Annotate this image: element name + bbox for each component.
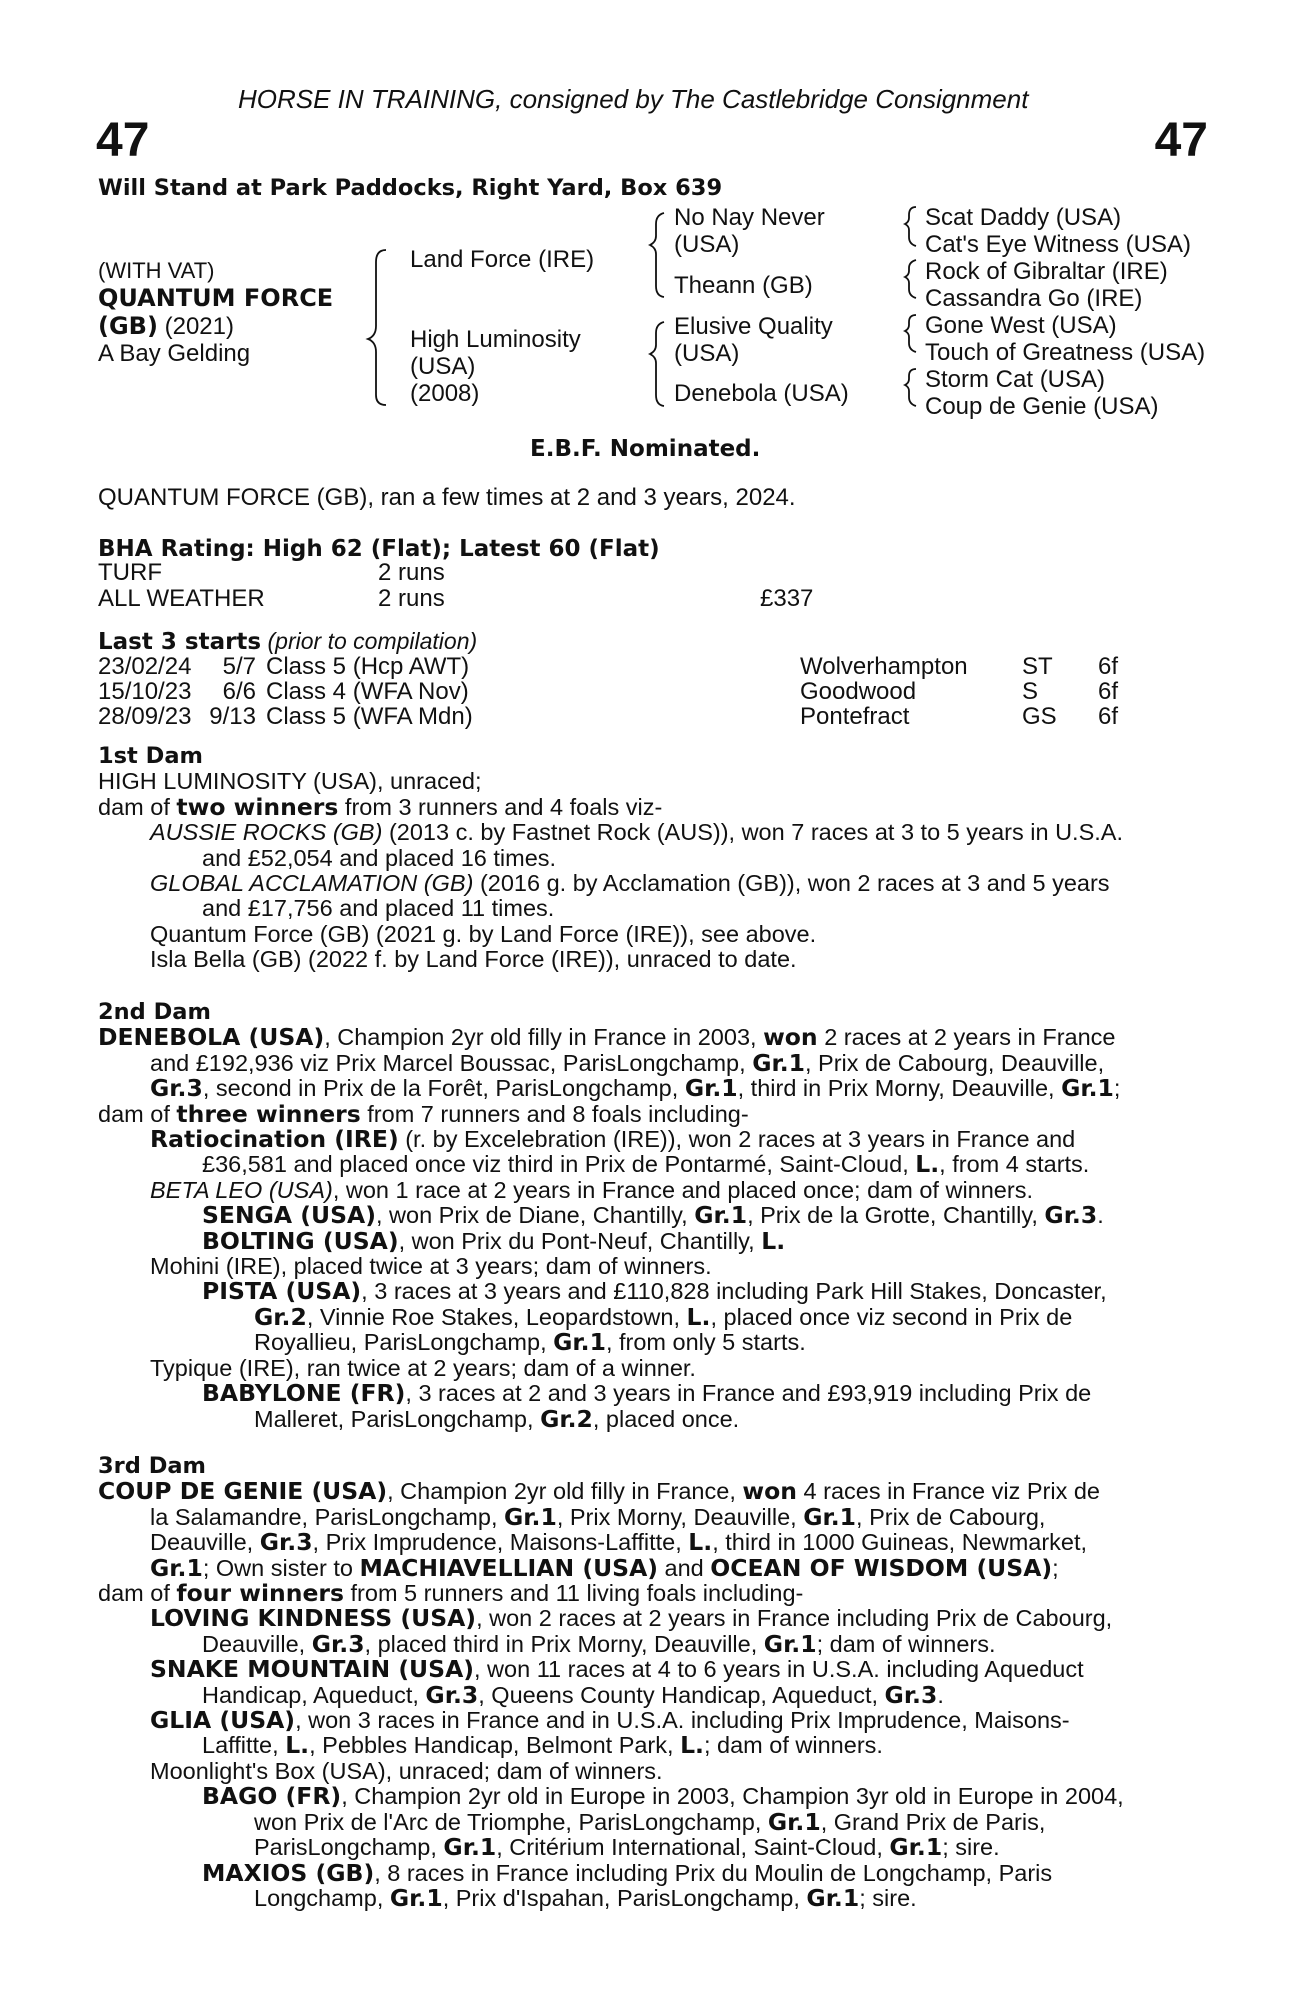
produce-entry-cont: Longchamp, Gr.1, Prix d'Ispahan, ParisLongchamp, Gr.1; sire. — [254, 1883, 917, 1912]
produce-entry: Quantum Force (GB) (2021 g. by Land Force (IRE)), see above. — [150, 920, 817, 947]
pedigree-ggp-5: Gone West (USA) — [925, 312, 1117, 339]
race-summary: QUANTUM FORCE (GB), ran a few times at 2 and 3 years, 2024. — [98, 484, 796, 511]
pedigree-gd2: Denebola (USA) — [674, 380, 849, 407]
pedigree-ggp-6: Touch of Greatness (USA) — [925, 339, 1206, 366]
produce-entry: GLOBAL ACCLAMATION (GB) (2016 g. by Acclamation (GB)), won 2 races at 3 and 5 years — [150, 870, 1110, 897]
pedigree-ggp-4: Cassandra Go (IRE) — [925, 285, 1143, 312]
rating-row-all-weather: ALL WEATHER 2 runs £337 — [98, 585, 814, 612]
rating-row-turf: TURF 2 runs — [98, 559, 445, 586]
produce-entry-cont: Gr.2, Vinnie Roe Stakes, Leopardstown, L., placed once viz second in Prix de — [254, 1302, 1073, 1331]
third-dam-line: la Salamandre, ParisLongchamp, Gr.1, Prix Morny, Deauville, Gr.1, Prix de Cabourg, — [150, 1502, 1046, 1531]
produce-entry: Mohini (IRE), placed twice at 3 years; dam of winners. — [150, 1253, 712, 1280]
produce-entry: AUSSIE ROCKS (GB) (2013 c. by Fastnet Rock (AUS)), won 7 races at 3 to 5 years in U.S.A. — [150, 819, 1123, 846]
produce-entry: GLIA (USA), won 3 races in France and in U.S.A. including Prix Imprudence, Maisons- — [150, 1706, 1070, 1735]
second-dam-section — [98, 1000, 1204, 1432]
pedigree-dam-line3: (2008) — [410, 380, 480, 407]
produce-entry-cont: and £52,054 and placed 16 times. — [202, 844, 557, 871]
produce-entry: BAGO (FR), Champion 2yr old in Europe in 2003, Champion 3yr old in Europe in 2004, — [202, 1782, 1124, 1811]
pedigree-gs1-line1: No Nay Never — [674, 204, 825, 231]
first-dam-produce-summary: dam of two winners from 3 runners and 4 foals viz- — [98, 792, 663, 821]
ebf-nominated: E.B.F. Nominated. — [530, 436, 761, 462]
third-dam-section — [98, 1454, 1204, 1911]
produce-entry: BOLTING (USA), won Prix du Pont-Neuf, Chantilly, L. — [202, 1226, 786, 1255]
pedigree-gs2-line2: (USA) — [674, 340, 740, 367]
lot-number-right: 47 — [1154, 114, 1208, 167]
pedigree-dam-line2: (USA) — [410, 353, 476, 380]
horse-description: A Bay Gelding — [98, 340, 251, 367]
pedigree-gs2-line1: Elusive Quality — [674, 313, 833, 340]
pedigree-ggp-3: Rock of Gibraltar (IRE) — [925, 258, 1168, 285]
first-dam-section — [98, 744, 1204, 973]
second-dam-line: and £192,936 viz Prix Marcel Boussac, ParisLongchamp, Gr.1, Prix de Cabourg, Deauville, — [150, 1048, 1105, 1077]
last-starts-table — [98, 654, 1118, 729]
stabling-info: Will Stand at Park Paddocks, Right Yard, Box 639 — [98, 175, 723, 201]
table-row: 23/02/24 5/7 Class 5 (Hcp AWT) Wolverhampton ST 6f — [98, 653, 1119, 680]
produce-entry: Moonlight's Box (USA), unraced; dam of winners. — [150, 1757, 663, 1784]
pedigree-ggp-7: Storm Cat (USA) — [925, 366, 1106, 393]
horse-country-year: (GB) (2021) — [98, 312, 234, 340]
produce-entry: LOVING KINDNESS (USA), won 2 races at 2 years in France including Prix de Cabourg, — [150, 1604, 1113, 1633]
produce-entry-cont: and £17,756 and placed 11 times. — [202, 895, 555, 922]
pedigree-ggp-2: Cat's Eye Witness (USA) — [925, 231, 1191, 258]
produce-entry-cont: Malleret, ParisLongchamp, Gr.2, placed once. — [254, 1404, 740, 1433]
produce-entry: Typique (IRE), ran twice at 2 years; dam of a winner. — [150, 1354, 696, 1381]
second-dam-line: Gr.3, second in Prix de la Forêt, ParisLongchamp, Gr.1, third in Prix Morny, Deauville, Gr.1; — [150, 1074, 1121, 1103]
produce-entry-cont: ParisLongchamp, Gr.1, Critérium International, Saint-Cloud, Gr.1; sire. — [254, 1833, 1000, 1862]
produce-entry-cont: Royallieu, ParisLongchamp, Gr.1, from only 5 starts. — [254, 1328, 806, 1357]
produce-entry-cont: won Prix de l'Arc de Triomphe, ParisLongchamp, Gr.1, Grand Prix de Paris, — [254, 1807, 1046, 1836]
page-subtitle: HORSE IN TRAINING, consigned by The Castlebridge Consignment — [238, 84, 1029, 114]
bha-rating: BHA Rating: High 62 (Flat); Latest 60 (Flat) — [98, 536, 660, 562]
produce-entry-cont: £36,581 and placed once viz third in Prix de Pontarmé, Saint-Cloud, L., from 4 starts. — [202, 1150, 1090, 1179]
table-row: 15/10/23 6/6 Class 4 (WFA Nov) Goodwood S 6f — [98, 678, 1119, 705]
lot-number-left: 47 — [96, 114, 150, 167]
produce-entry: BETA LEO (USA), won 1 race at 2 years in France and placed once; dam of winners. — [150, 1176, 1033, 1203]
pedigree-sire: Land Force (IRE) — [410, 246, 595, 273]
third-dam-line: Gr.1; Own sister to MACHIAVELLIAN (USA) and OCEAN OF WISDOM (USA); — [150, 1553, 1059, 1582]
produce-entry: SENGA (USA), won Prix de Diane, Chantilly, Gr.1, Prix de la Grotte, Chantilly, Gr.3. — [202, 1201, 1104, 1230]
produce-entry-cont: Handicap, Aqueduct, Gr.3, Queens County Handicap, Aqueduct, Gr.3. — [202, 1680, 944, 1709]
pedigree-gd1: Theann (GB) — [674, 272, 813, 299]
second-dam-line: DENEBOLA (USA), Champion 2yr old filly in France in 2003, won 2 races at 2 years in France — [98, 1023, 1116, 1052]
third-dam-heading: 3rd Dam — [98, 1453, 206, 1479]
horse-name: QUANTUM FORCE — [98, 284, 334, 312]
first-dam-heading: 1st Dam — [98, 743, 203, 769]
pedigree-ggp-8: Coup de Genie (USA) — [925, 393, 1159, 420]
produce-entry-cont: Laffitte, L., Pebbles Handicap, Belmont Park, L.; dam of winners. — [202, 1731, 883, 1760]
produce-entry: Ratiocination (IRE) (r. by Excelebration (IRE)), won 2 races at 3 years in France and — [150, 1125, 1076, 1154]
produce-entry: MAXIOS (GB), 8 races in France including Prix du Moulin de Longchamp, Paris — [202, 1858, 1053, 1887]
produce-entry: BABYLONE (FR), 3 races at 2 and 3 years in France and £93,919 including Prix de — [202, 1379, 1092, 1408]
vat-note: (WITH VAT) — [98, 258, 215, 283]
third-dam-line: Deauville, Gr.3, Prix Imprudence, Maisons-Laffitte, L., third in 1000 Guineas, Newmarket, — [150, 1528, 1088, 1557]
pedigree-dam-line1: High Luminosity — [410, 326, 581, 353]
second-dam-produce-summary: dam of three winners from 7 runners and 8 foals including- — [98, 1099, 749, 1128]
table-row: 28/09/23 9/13 Class 5 (WFA Mdn) Pontefract GS 6f — [98, 703, 1119, 730]
produce-entry-cont: Deauville, Gr.3, placed third in Prix Morny, Deauville, Gr.1; dam of winners. — [202, 1629, 996, 1658]
pedigree-gs1-line2: (USA) — [674, 231, 740, 258]
third-dam-line: COUP DE GENIE (USA), Champion 2yr old filly in France, won 4 races in France viz Prix de — [98, 1477, 1100, 1506]
produce-entry: SNAKE MOUNTAIN (USA), won 11 races at 4 to 6 years in U.S.A. including Aqueduct — [150, 1655, 1084, 1684]
last-starts-heading: Last 3 starts (prior to compilation) — [98, 628, 478, 655]
produce-entry: Isla Bella (GB) (2022 f. by Land Force (IRE)), unraced to date. — [150, 946, 797, 973]
second-dam-heading: 2nd Dam — [98, 999, 211, 1025]
third-dam-produce-summary: dam of four winners from 5 runners and 11 living foals including- — [98, 1579, 804, 1608]
pedigree-ggp-1: Scat Daddy (USA) — [925, 204, 1122, 231]
first-dam-line: HIGH LUMINOSITY (USA), unraced; — [98, 768, 482, 795]
produce-entry: PISTA (USA), 3 races at 3 years and £110,828 including Park Hill Stakes, Doncaster, — [202, 1277, 1107, 1306]
